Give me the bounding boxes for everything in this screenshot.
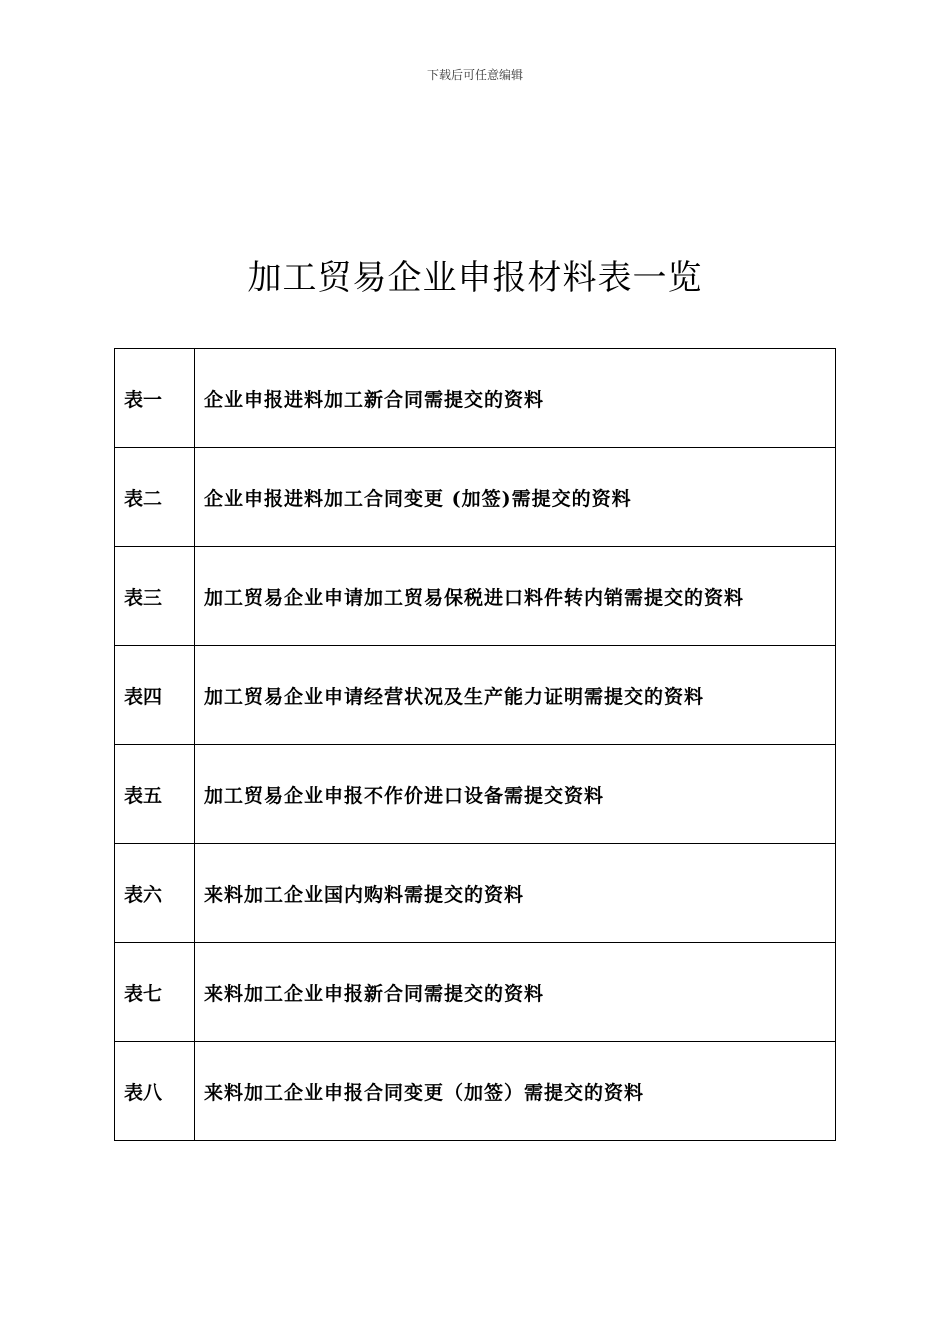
row-label: 表六 xyxy=(115,844,195,943)
row-label: 表五 xyxy=(115,745,195,844)
table-row xyxy=(115,745,836,844)
row-description: 来料加工企业申报合同变更（加签）需提交的资料 xyxy=(195,1042,836,1141)
table-row xyxy=(115,943,836,1042)
row-description: 加工贸易企业申报不作价进口设备需提交资料 xyxy=(195,745,836,844)
row-label: 表四 xyxy=(115,646,195,745)
table-row xyxy=(115,1042,836,1141)
row-label: 表三 xyxy=(115,547,195,646)
table-row xyxy=(115,547,836,646)
table-row xyxy=(115,349,836,448)
row-label: 表二 xyxy=(115,448,195,547)
document-title: 加工贸易企业申报材料表一览 xyxy=(247,258,703,298)
table-row xyxy=(115,646,836,745)
row-label: 表七 xyxy=(115,943,195,1042)
row-description: 加工贸易企业申请经营状况及生产能力证明需提交的资料 xyxy=(195,646,836,745)
row-description: 加工贸易企业申请加工贸易保税进口料件转内销需提交的资料 xyxy=(195,547,836,646)
row-description: 来料加工企业申报新合同需提交的资料 xyxy=(195,943,836,1042)
row-description: 企业申报进料加工合同变更 (加签)需提交的资料 xyxy=(195,448,836,547)
materials-table xyxy=(114,348,836,1141)
header-note: 下载后可任意编辑 xyxy=(426,68,523,82)
row-label: 表一 xyxy=(115,349,195,448)
row-label: 表八 xyxy=(115,1042,195,1141)
row-description: 来料加工企业国内购料需提交的资料 xyxy=(195,844,836,943)
table-row xyxy=(115,448,836,547)
row-description: 企业申报进料加工新合同需提交的资料 xyxy=(195,349,836,448)
table-row xyxy=(115,844,836,943)
